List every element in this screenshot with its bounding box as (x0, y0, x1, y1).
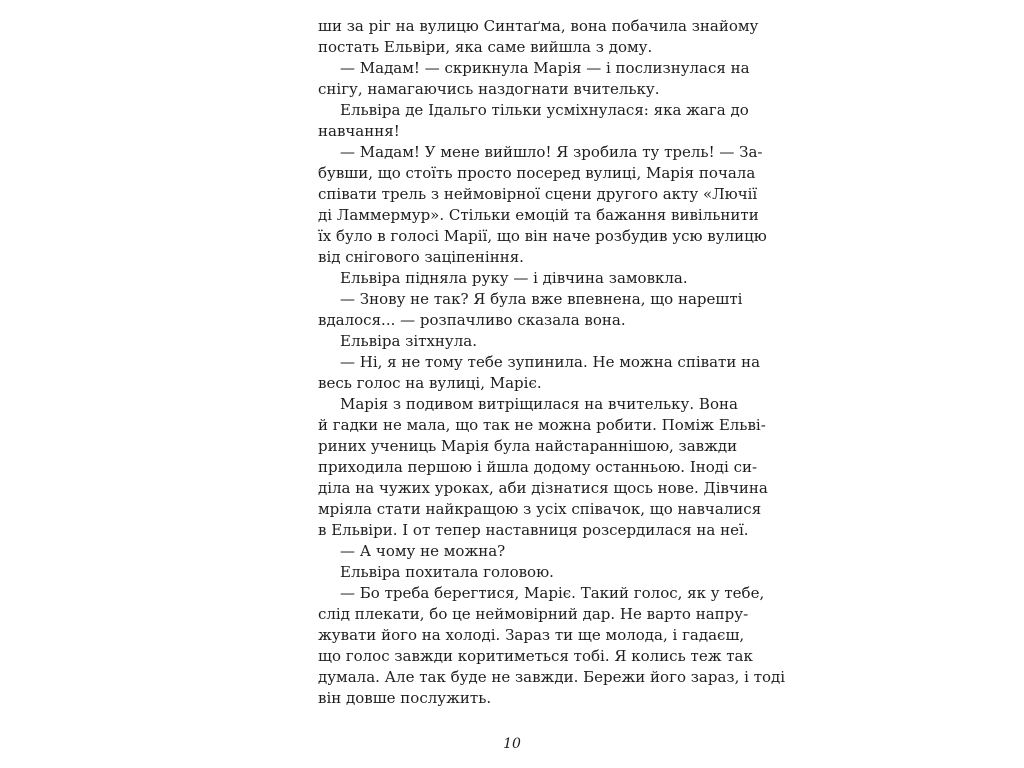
text-line: — Мадам! — скрикнула Марія — і послизнулася на (340, 59, 750, 77)
page-number: 10 (503, 736, 521, 752)
text-line: що голос завжди коритиметься тобі. Я колись теж так (318, 647, 753, 665)
text-line: він довше послужить. (318, 689, 492, 707)
text-line: мріяла стати найкращою з усіх співачок, що навчалися (318, 500, 762, 518)
text-line: снігу, намагаючись наздогнати вчительку. (318, 80, 660, 98)
text-line: Ельвіра підняла руку — і дівчина замовкла. (340, 269, 688, 287)
text-line: діла на чужих уроках, аби дізнатися щось нове. Дівчина (318, 479, 768, 497)
text-line: ді Ламмермур». Стільки емоцій та бажання вивільнити (318, 206, 759, 224)
text-line: весь голос на вулиці, Маріє. (318, 374, 542, 392)
text-line: приходила першою і йшла додому останньою. Іноді си- (318, 458, 758, 476)
text-line: — Знову не так? Я була вже впевнена, що нарешті (340, 290, 743, 308)
text-line: слід плекати, бо це неймовірний дар. Не варто напру- (318, 605, 749, 623)
text-line: Марія з подивом витріщилася на вчительку. Вона (340, 395, 738, 413)
text-line: в Ельвіри. І от тепер наставниця розсердилася на неї. (318, 521, 749, 539)
text-line: — Мадам! У мене вийшло! Я зробила ту трель! — За- (340, 143, 763, 161)
text-line: риних учениць Марія була найстараннішою, завжди (318, 437, 738, 455)
text-line: Ельвіра зітхнула. (340, 332, 477, 350)
text-line: співати трель з неймовірної сцени другого акту «Лючії (318, 185, 758, 203)
text-line: Ельвіра похитала головою. (340, 563, 554, 581)
text-line: постать Ельвіри, яка саме вийшла з дому. (318, 38, 653, 56)
page-text (318, 16, 786, 709)
text-line: бувши, що стоїть просто посеред вулиці, Марія почала (318, 164, 756, 182)
text-line: — Ні, я не тому тебе зупинила. Не можна співати на (340, 353, 761, 371)
text-line: — Бо треба берегтися, Маріє. Такий голос, як у тебе, (340, 584, 765, 602)
text-line: й гадки не мала, що так не можна робити. Поміж Ельві- (318, 416, 766, 434)
text-line: їх було в голосі Марії, що він наче розбудив усю вулицю (318, 227, 767, 245)
text-line: думала. Але так буде не завжди. Бережи його зараз, і тоді (318, 668, 786, 686)
text-line: — А чому не можна? (340, 542, 506, 560)
text-line: жувати його на холоді. Зараз ти ще молода, і гадаєш, (318, 626, 745, 644)
text-line: вдалося... — розпачливо сказала вона. (318, 311, 626, 329)
text-line: ши за ріг на вулицю Синтаґма, вона побачила знайому (318, 17, 759, 35)
text-line: навчання! (318, 122, 400, 140)
text-line: від снігового заціпеніння. (318, 248, 524, 266)
text-line: Ельвіра де Ідальго тільки усміхнулася: яка жага до (340, 101, 749, 119)
